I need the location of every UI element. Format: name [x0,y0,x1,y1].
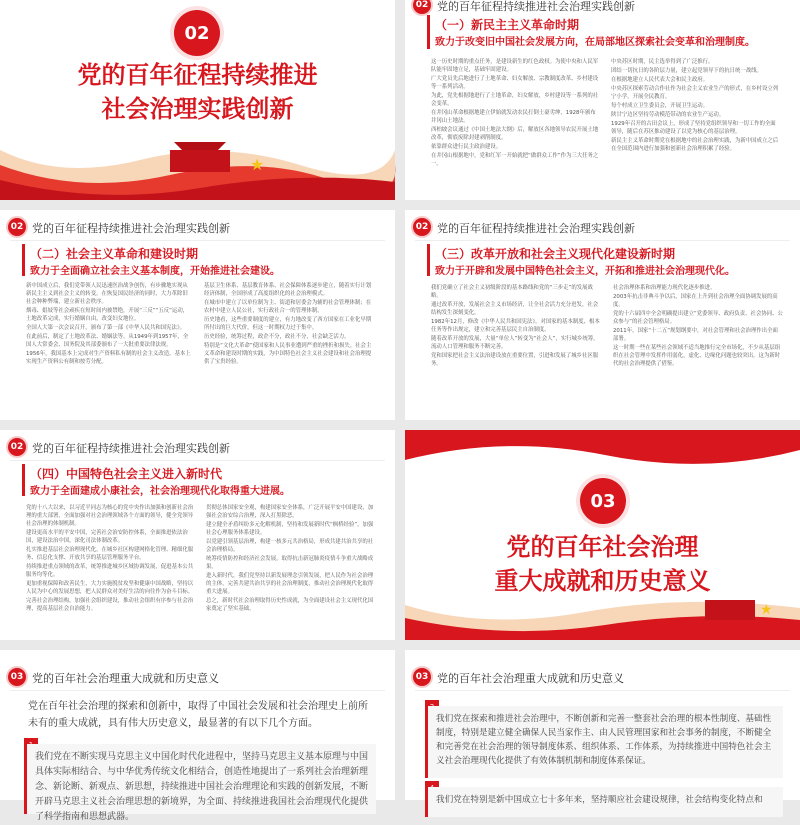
star-icon: ★ [760,602,773,618]
section-title: （四）中国特色社会主义进入新时代 [30,467,223,481]
section-subtitle: 致力于开辟和发展中国特色社会主义，开拓和推进社会治理现代化。 [435,266,735,277]
bullet: 1929年召开的古田会议上，形成了坚持党组织领导和一切工作的全面领导，随后在苏区推动建设了以党为核心的基层治理。 [611,121,776,135]
bullet: 党的十六届四中全会明确提出建立“党委领导、政府负责、社会协同、公众参与”的社会管理格局。 [613,311,783,325]
text-column-right [611,58,781,154]
bullet: 通过改革开放，发展社会主义市场经济，让全社会活力充分迸发，社会结构发生深刻变化。 [431,302,599,316]
slide-new-democratic[interactable] [405,0,800,200]
section-badge-icon: 02 [411,0,433,16]
cover-slide-03[interactable] [405,430,800,640]
text-column-left [431,58,599,169]
slide-achievements-2[interactable] [405,650,800,805]
bullet: 1982年12月，修改《中华人民共和国宪法》，对国家的基本制度、根本任务等作出规定，建立和完善基层民主自治制度。 [431,319,600,333]
title-bar [427,15,430,49]
title-bar [22,464,25,496]
bullet: 在井冈山根据地中，党和红军一开始就把“做群众工作”作为三大任务之一。 [431,153,599,167]
bullet: 这一历史时期的重点任务，是建设新生的红色政权。为使中央和人民军队能牢固地立足，基础牢固建设。 [431,59,599,73]
bullet: 基层卫生体系、基层教育体系、社会保障体系逐步建立，随着实行计划经济体制，全国形成了高度组织化的社会治理模式。 [204,283,372,297]
red-wave-decoration [0,110,395,200]
achievement-box: 我们党在探索和推进社会治理中，不断创新和完善一整套社会治理的根本性制度、基础性制度，特别是建立健全确保人民当家作主、由人民管理国家和社会事务的制度，不断健全和完善党在社会治理的领导制度体系、组织体系、工作体系，为持续推进中国特色社会主义社会治理现代化提供了有效体制机制和制度体系保证。 [425,706,783,778]
title-bar [427,244,430,276]
bullet: 在此前后，制定了土地改革法、婚姻法等。从1949年到1957年，全国人大常委会、国务院及其部委颁布了一大批重要法律法规。 [26,334,189,348]
bullet: 统筹疫情防控和经济社会发展，取得抗击新冠肺炎疫情斗争重大战略成果。 [206,556,374,570]
section-badge: 02 [174,10,220,56]
bullet: 在根据地建立人民代表大会和民主政府。 [611,77,709,83]
slide-reform-opening[interactable] [405,210,800,420]
bullet: 扎实推进基层社会治理现代化，在城乡社区构建网格化管理、精细化服务、信息化支撑、开放共享的基层管理服务平台。 [26,547,194,561]
bullet: 每个村成立卫生委员会，开展卫生运动。 [611,103,709,109]
slide-achievements-1[interactable] [0,650,395,822]
bullet: 我们党确立了社会主义初级阶段的基本路线和党的“三步走”的发展战略。 [431,285,593,299]
bullet: 为此，党先根据地进行了土地革命，妇女解放，乡村建设等一系列的社会变革。 [431,93,599,107]
bullet: 新中国成立后，我们党带领人民迅速医治战争创伤，有步骤地实现从新民主主义到社会主义的转变。在恢复国民经济的同时，大力革除旧社会种种弊端，建立新社会秩序。 [26,283,188,305]
divider [10,460,385,461]
tiananmen-icon [170,150,230,172]
section-badge: 03 [580,478,626,524]
bullet: 更加重视保障和改善民生，大力实施脱贫攻坚和健康中国战略，坚持以人民为中心的发展思想，把人民群众对美好生活的向往作为奋斗目标。 [26,581,194,595]
slide-header: 党的百年社会治理重大成就和历史意义 [437,672,624,685]
cover-title-line2: 重大成就和历史意义 [494,566,711,595]
bullet: 完善社会治理结构，加强社会组织建设，推动社会组织有序参与社会治理，提高基层社会自治能力。 [26,598,194,612]
section-badge-icon: 02 [6,436,28,458]
section-subtitle: 致力于全面确立社会主义基本制度，开始推进社会建设。 [30,266,280,277]
bullet: 2003年抗击非典斗争以后，国家在上升到社会治理全面协调发展的高度。 [613,294,778,308]
section-badge-icon: 02 [6,216,28,238]
cover-slide-02[interactable] [0,0,395,200]
bullet: 随着改革开放的发展，大量“单位人”转变为“社会人”，实行城乡统筹，流动人口管理和服务不断完善。 [431,336,599,350]
section-title: （三）改革开放和社会主义现代化建设新时期 [435,247,676,261]
bullet: 全国人大第一次会议召开，颁布了第一部《中华人民共和国宪法》。 [26,325,186,331]
text-column-left [431,284,601,369]
bullet: 进入新时代，我们党坚持以新发展理念引领发展，把人民作为社会治理的主体，完善共建共治共享的社会治理制度，推动社会治理现代化取得重大进展。 [206,573,374,595]
bullet: 特别是“文化大革命”使国家和人民事业遭到严重的挫折和损失。社会主义革命和建设时期的实践，为中国特色社会主义社会建设和社会治理提供了宝贵经验。 [204,343,372,365]
bullet: 在城市中建立了以单位制为主、街道和居委会为辅的社会管理体制；在农村中建立人民公社，实行政社合一的管理体制。 [204,300,372,314]
intro-paragraph: 党在百年社会治理的探索和创新中，取得了中国社会发展和社会治理史上前所未有的重大成就，具有伟大历史意义，最显著的有以下几个方面。 [28,701,368,729]
tiananmen-icon [705,600,755,620]
divider [10,690,385,691]
bullet: 总之，新时代社会治理取得历史性成就，为全面建设社会主义现代化国家奠定了坚实基础。 [206,598,374,612]
section-badge-icon: 03 [411,666,433,688]
bullet: 以党建引领基层治理，构建一核多元共治格局，形成共建共治共享的社会治理格局。 [206,539,374,553]
cover-title-line1: 党的百年社会治理 [506,532,699,561]
achievement-box: 我们党在不断实现马克思主义中国化时代化进程中，坚持马克思主义基本原理与中国具体实际相结合、与中华优秀传统文化相结合，创造性地提出了一系列社会治理新理念、新论断、新观点、新思想，持续推进中国社会治理理论和实践的创新发展，不断开辟马克思主义社会治理思想的新境界，为全面、持续推进我国社会治理现代化提供了科学指南和思想武器。 [24,744,376,814]
section-subtitle: 致力于全面建成小康社会，社会治理现代化取得重大进展。 [30,486,290,497]
bullet: 广大党员先后地进行了土地革命、妇女解放、宗教制度改革、乡村建设等一系列活动。 [431,76,599,90]
text-column-right [204,282,376,367]
bullet: 2011年，国家“十二五”规划纲要中，对社会管理和社会治理作出全面部署。 [613,328,778,342]
divider [10,240,385,241]
bullet: 党的十八大以来，以习近平同志为核心的党中央作出加强和创新社会治理的重大部署，全面加强对社会治理领域各个方面的领导，健全党领导社会治理的体制机制。 [26,505,194,527]
bullet: 陕甘宁边区坚持劳动模范带动的农业生产运动。 [611,112,725,118]
star-icon: ★ [250,155,265,174]
divider [415,240,790,241]
bullet: 社会治理体系和治理能力现代化逐步推进。 [613,285,716,291]
title-bar [22,244,25,276]
slide-header: 党的百年征程持续推进社会治理实践创新 [437,222,635,235]
bullet: 建立健全矛盾纠纷多元化解机制，坚持和发展新时代“枫桥经验”，加强社会心理服务体系建设。 [206,522,374,536]
bullet: 这一时期一些在某些社会领域不适当地推行完全市场化，不少从基层组织在社会管理中发挥作用弱化，虚化、边缘化问题也较突出。这为新时代的社会治理提供了借鉴。 [613,345,781,367]
slide-new-era[interactable] [0,430,395,640]
bullet: 烟毒、娼妓等社会顽疾在短时间内被禁绝，开展“三反”“五反”运动，土地改革完成，实行婚姻自由，改变妇女地位。 [26,308,189,322]
divider [415,690,790,691]
bullet: 贯彻总体国家安全观，构建国家安全体系，广泛开展平安中国建设，加强社会治安综合治理，深入打黑除恶。 [206,505,374,519]
bullet: 依靠群众进行民主政治建设。 [431,144,502,150]
text-column-right [206,504,376,614]
section-subtitle: 致力于改变旧中国社会发展方向，在局部地区探索社会变革和治理制度。 [435,37,755,48]
bullet: 党和国家把社会主义法治建设放在重要位置，引进和发展了城乡社区服务。 [431,353,599,367]
bullet: 中央苏区探索劳动合作社作为社会主义农业生产的形式，在乡村设立列宁小学，开展全民教育。 [611,86,779,100]
bullet: 历史经验，统筹过程，政企不分，政社不分，社会缺乏活力。 [204,334,350,340]
bullet: 历史地看，这些重要制度的建立，有力地改变了西方国家在工业化早期所付出的巨大代价，但这一时期权力过于集中。 [204,317,372,331]
slide-socialist-revolution[interactable] [0,210,395,420]
achievement-box: 我们党在特别是新中国成立七十多年来，坚持顺应社会建设规律，社会结构变化特点和 [425,787,783,817]
bullet: 团结一切抗日的各阶层力量，建立起党领导下的抗日统一战线。 [611,68,762,74]
red-wave-decoration [405,580,800,640]
bullet: 在井冈山革命根据地建立伊始就发动农民打倒土豪劣绅，1928年颁布井冈山土地法。 [431,110,596,124]
cover-title-line2: 社会治理实践创新 [101,94,294,123]
text-column-left [26,504,196,614]
bullet: 持续推进重点领域的改革，统筹推进城乡区域协调发展，促进基本公共服务均等化。 [26,564,194,578]
slide-header: 党的百年征程持续推进社会治理实践创新 [32,442,230,455]
bullet: 中央苏区时期，民主选举得到了广泛推行。 [611,59,714,65]
slide-header: 党的百年征程持续推进社会治理实践创新 [32,222,230,235]
section-title: （一）新民主主义革命时期 [435,18,580,32]
bullet: 建设更高水平的平安中国，完善社会治安防控体系，全面推进依法治国，建设法治中国，深化司法体制改革。 [26,530,188,544]
cover-title-line1: 党的百年征程持续推进 [77,60,318,89]
slide-header: 党的百年征程持续推进社会治理实践创新 [437,0,635,13]
section-title: （二）社会主义革命和建设时期 [30,247,199,261]
bullet: 1956年，我国基本上完成对生产资料私有制的社会主义改造，基本上实现生产资料公有制和按劳分配。 [26,351,191,365]
slide-header: 党的百年社会治理重大成就和历史意义 [32,672,219,685]
bullet: 西柏坡会议通过《中国土地法大纲》后，解放区各地领导农民开展土地改革，彻底废除封建剥削制度。 [431,127,599,141]
section-badge-icon: 03 [6,666,28,688]
section-badge-icon: 02 [411,216,433,238]
bullet: 新民主主义革命时期党在根据地中的社会治理实践，为新中国成立之后在全国范围内进行加强和创新社会治理积累了经验。 [611,138,779,152]
text-column-left [26,282,192,367]
text-column-right [613,284,783,369]
